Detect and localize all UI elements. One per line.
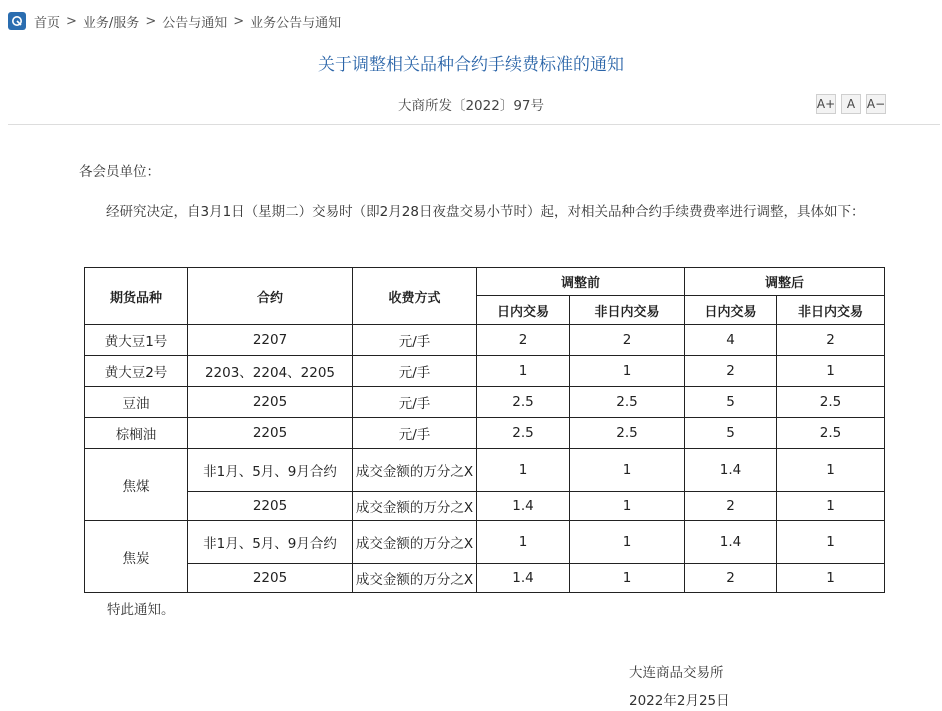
font-reset-button[interactable]: A (841, 94, 861, 114)
cell-after-intraday: 5 (685, 387, 777, 418)
table-row (85, 521, 885, 564)
cell-method: 元/手 (353, 325, 477, 356)
cell-variety: 棕榈油 (85, 418, 188, 449)
cell-contract: 2205 (188, 387, 353, 418)
salutation: 各会员单位： (79, 164, 160, 180)
cell-after-intraday: 2 (685, 356, 777, 387)
cell-after-intraday: 4 (685, 325, 777, 356)
breadcrumb-business-announcements[interactable]: 业务公告与通知 (250, 15, 342, 31)
cell-after-intraday: 2 (685, 492, 777, 521)
header-after-intraday: 日内交易 (685, 296, 777, 325)
cell-contract: 2205 (188, 492, 353, 521)
header-after-non-intraday: 非日内交易 (777, 296, 885, 325)
signature-date: 2022年2月25日 (629, 693, 730, 709)
cell-before-intraday: 1.4 (477, 564, 570, 593)
cell-before-intraday: 1 (477, 521, 570, 564)
cell-before-non-intraday: 1 (570, 449, 685, 492)
cell-after-intraday: 2 (685, 564, 777, 593)
cell-after-non-intraday: 1 (777, 449, 885, 492)
breadcrumb-announcements[interactable]: 公告与通知 (162, 15, 228, 31)
closing-text: 特此通知。 (107, 602, 175, 618)
cell-contract: 非1月、5月、9月合约 (188, 449, 353, 492)
cell-before-intraday: 1.4 (477, 492, 570, 521)
cell-before-intraday: 2.5 (477, 418, 570, 449)
cell-before-non-intraday: 1 (570, 521, 685, 564)
breadcrumb-business[interactable]: 业务/服务 (82, 15, 140, 31)
cell-after-non-intraday: 2 (777, 325, 885, 356)
breadcrumb-separator: > (145, 13, 157, 29)
breadcrumb-separator: > (66, 13, 77, 29)
cell-contract: 2203、2204、2205 (188, 356, 353, 387)
cell-before-non-intraday: 1 (570, 492, 685, 521)
table-row (85, 449, 885, 492)
header-after: 调整后 (685, 268, 885, 296)
header-variety: 期货品种 (85, 268, 188, 325)
page-title: 关于调整相关品种合约手续费标准的通知 (318, 55, 624, 75)
header-before-intraday: 日内交易 (477, 296, 570, 325)
header-contract: 合约 (188, 268, 353, 325)
cell-before-non-intraday: 2 (570, 325, 685, 356)
font-size-controls (816, 94, 886, 114)
cell-method: 元/手 (353, 418, 477, 449)
table-row (85, 564, 885, 593)
cell-method: 成交金额的万分之X (353, 449, 477, 492)
cell-contract: 2207 (188, 325, 353, 356)
cell-before-non-intraday: 2.5 (570, 418, 685, 449)
header-before: 调整前 (477, 268, 685, 296)
cell-method: 元/手 (353, 356, 477, 387)
document-number: 大商所发〔2022〕97号 (397, 98, 545, 114)
cell-contract: 非1月、5月、9月合约 (188, 521, 353, 564)
cell-before-non-intraday: 1 (570, 356, 685, 387)
cell-variety: 焦炭 (85, 521, 188, 593)
cell-variety: 黄大豆1号 (85, 325, 188, 356)
cell-after-non-intraday: 1 (777, 492, 885, 521)
cell-contract: 2205 (188, 564, 353, 593)
cell-after-non-intraday: 1 (777, 356, 885, 387)
breadcrumb (8, 11, 341, 31)
table-row (85, 356, 885, 387)
cell-before-intraday: 2 (477, 325, 570, 356)
cell-after-non-intraday: 1 (777, 564, 885, 593)
cell-after-non-intraday: 2.5 (777, 387, 885, 418)
cell-before-non-intraday: 2.5 (570, 387, 685, 418)
fee-table (84, 267, 885, 593)
cell-variety: 焦煤 (85, 449, 188, 521)
cell-before-intraday: 1 (477, 356, 570, 387)
cell-method: 成交金额的万分之X (353, 521, 477, 564)
table-row (85, 387, 885, 418)
cell-method: 元/手 (353, 387, 477, 418)
header-before-non-intraday: 非日内交易 (570, 296, 685, 325)
cell-before-intraday: 2.5 (477, 387, 570, 418)
breadcrumb-home[interactable]: 首页 (34, 15, 61, 31)
font-increase-button[interactable]: A+ (816, 94, 836, 114)
signature-org: 大连商品交易所 (629, 665, 724, 681)
table-row (85, 418, 885, 449)
cell-variety: 豆油 (85, 387, 188, 418)
cell-variety: 黄大豆2号 (85, 356, 188, 387)
home-logo-icon[interactable] (8, 12, 26, 30)
cell-after-intraday: 1.4 (685, 521, 777, 564)
header-method: 收费方式 (353, 268, 477, 325)
header-divider (8, 124, 940, 125)
body-paragraph: 经研究决定，自3月1日（星期二）交易时（即2月28日夜盘交易小节时）起，对相关品种合约手续费费率进行调整，具体如下： (106, 204, 865, 220)
table-row (85, 325, 885, 356)
cell-method: 成交金额的万分之X (353, 564, 477, 593)
breadcrumb-separator: > (233, 13, 245, 29)
table-row (85, 492, 885, 521)
cell-before-non-intraday: 1 (570, 564, 685, 593)
cell-contract: 2205 (188, 418, 353, 449)
cell-before-intraday: 1 (477, 449, 570, 492)
cell-after-non-intraday: 2.5 (777, 418, 885, 449)
font-decrease-button[interactable]: A− (866, 94, 886, 114)
cell-after-intraday: 1.4 (685, 449, 777, 492)
cell-after-intraday: 5 (685, 418, 777, 449)
cell-after-non-intraday: 1 (777, 521, 885, 564)
cell-method: 成交金额的万分之X (353, 492, 477, 521)
